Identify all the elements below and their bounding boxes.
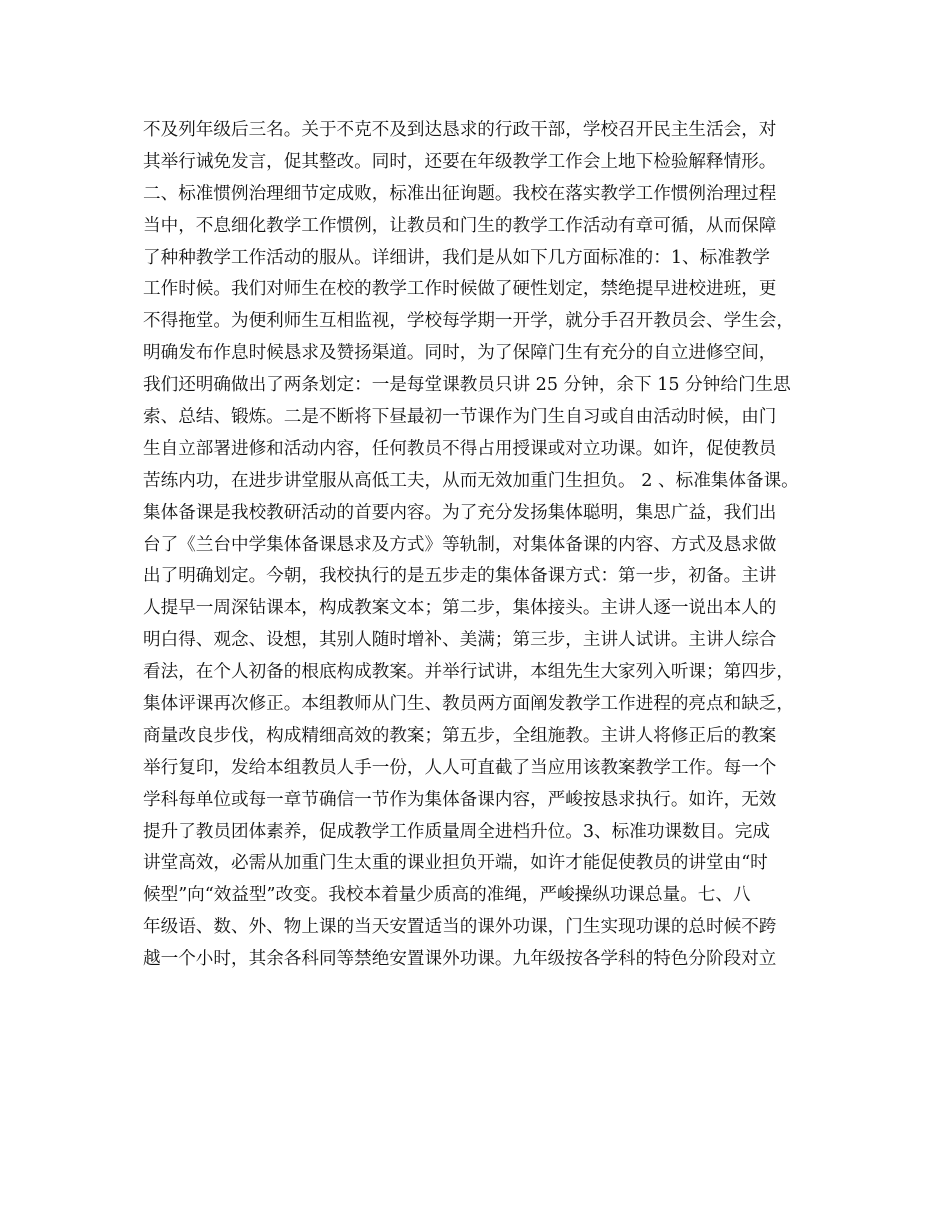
text-line: 工作时候。我们对师生在校的教学工作时候做了硬性划定，禁绝提早进校进班，更 [143, 279, 777, 300]
text-line: 人提早一周深钻课本，构成教案文本；第二步，集体接头。主讲人逐一说出本人的 [143, 598, 777, 619]
text-line: 明白得、观念、设想，其别人随时增补、美满；第三步，主讲人试讲。主讲人综合 [143, 630, 777, 651]
text-line: 商量改良步伐，构成精细高效的教案；第五步，全组施教。主讲人将修正后的教案 [143, 725, 777, 746]
text-line: 候型”向“效益型”改变。我校本着量少质高的准绳，严峻操纵功课总量。七、八 [143, 885, 751, 906]
text-line: 其举行诫免发言，促其整改。同时，还要在年级教学工作会上地下检验解释情形。 [143, 151, 777, 172]
text-line: 台了《兰台中学集体备课恳求及方式》等轨制，对集体备课的内容、方式及恳求做 [143, 534, 777, 555]
text-line: 苦练内功，在进步讲堂服从高低工夫，从而无效加重门生担负。 2 、标准集体备课。 [143, 470, 799, 491]
text-line: 不得拖堂。为便利师生互相监视，学校每学期一开学，就分手召开教员会、学生会， [143, 311, 794, 332]
text-line: 我们还明确做出了两条划定：一是每堂课教员只讲 25 分钟，余下 15 分钟给门生思 [143, 375, 791, 396]
text-line: 举行复印，发给本组教员人手一份，人人可直截了当应用该教案教学工作。每一个 [143, 757, 777, 778]
text-line: 学科每单位或每一章节确信一节作为集体备课内容，严峻按恳求执行。如许，无效 [143, 789, 777, 810]
text-line: 明确发布作息时候恳求及赞扬渠道。同时，为了保障门生有充分的自立进修空间， [143, 343, 777, 364]
text-line: 二、标准惯例治理细节定成败，标准出征询题。我校在落实教学工作惯例治理过程 [143, 183, 777, 204]
text-line: 提升了教员团体素养，促成教学工作质量周全进档升位。3、标准功课数目。完成 [143, 821, 770, 842]
text-line: 越一个小时，其余各科同等禁绝安置课外功课。九年级按各学科的特色分阶段对立 [143, 949, 777, 970]
text-line: 生自立部署进修和活动内容，任何教员不得占用授课或对立功课。如许，促使教员 [143, 438, 777, 459]
text-line: 集体评课再次修正。本组教师从门生、教员两方面阐发教学工作进程的亮点和缺乏， [143, 694, 794, 715]
text-line: 索、总结、锻炼。二是不断将下昼最初一节课作为门生自习或自由活动时候，由门 [143, 407, 777, 428]
text-line: 看法，在个人初备的根底构成教案。并举行试讲，本组先生大家列入听课；第四步， [143, 662, 794, 683]
text-line: 不及列年级后三名。关于不克不及到达恳求的行政干部，学校召开民主生活会，对 [143, 120, 777, 140]
text-line: 了种种教学工作活动的服从。详细讲，我们是从如下几方面标准的：1、标准教学 [143, 247, 770, 268]
text-line: 集体备课是我校教研活动的首要内容。为了充分发扬集体聪明，集思广益，我们出 [143, 502, 777, 523]
text-line: 出了明确划定。今朝，我校执行的是五步走的集体备课方式：第一步，初备。主讲 [143, 566, 777, 587]
text-line: 讲堂高效，必需从加重门生太重的课业担负开端，如许才能促使教员的讲堂由“时 [143, 853, 768, 874]
text-line: 当中，不息细化教学工作惯例，让教员和门生的教学工作活动有章可循，从而保障 [143, 215, 777, 236]
text-line: 年级语、数、外、物上课的当天安置适当的课外功课，门生实现功课的总时候不跨 [143, 917, 777, 938]
document-body [143, 115, 823, 976]
